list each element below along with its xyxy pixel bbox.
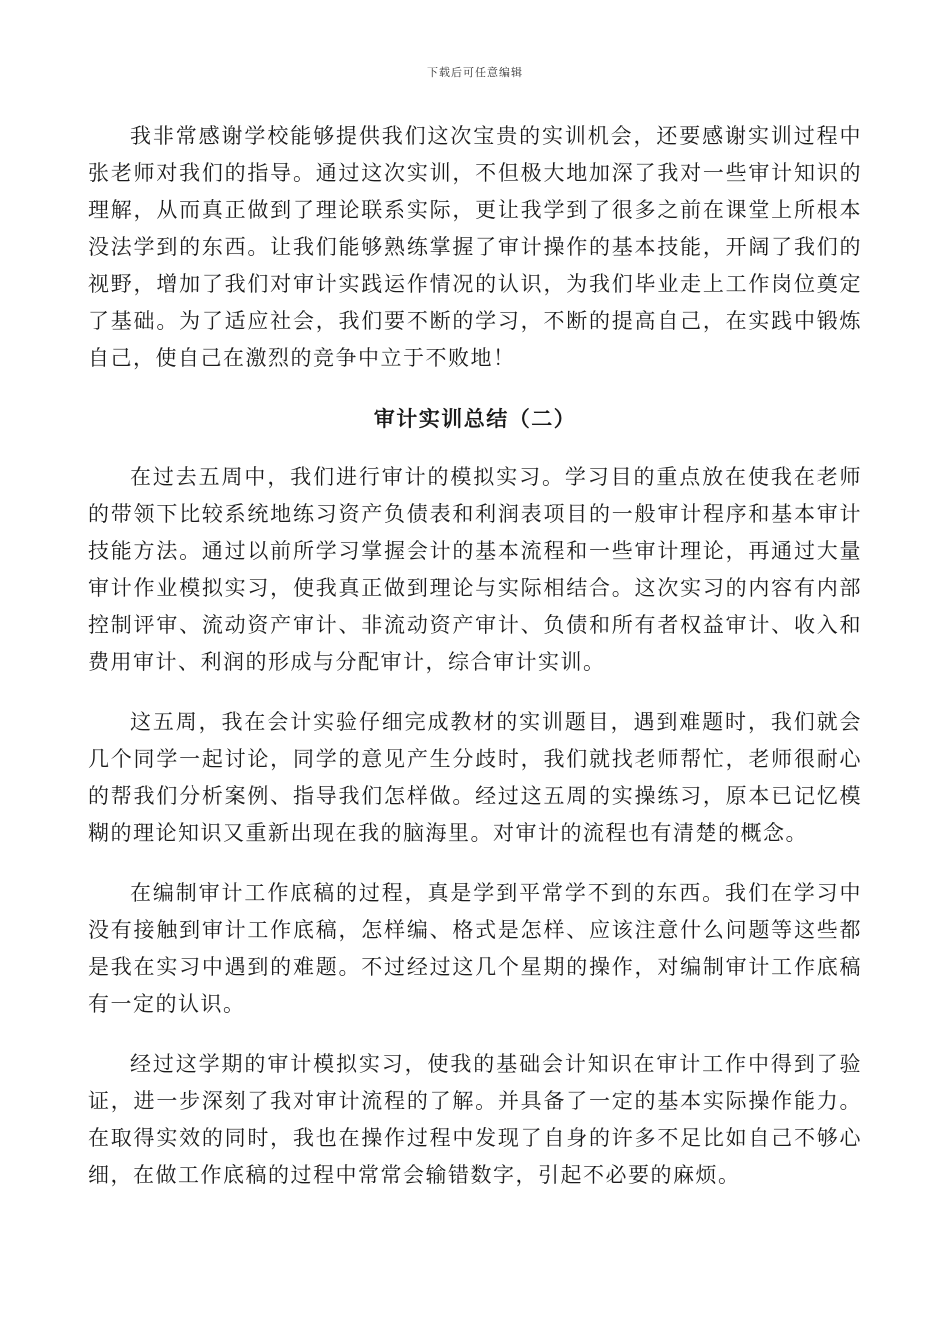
section-paragraph-4: 经过这学期的审计模拟实习，使我的基础会计知识在审计工作中得到了验证，进一步深刻了我对审计流程的了解。并具备了一定的基本实际操作能力。在取得实效的同时，我也在操作过程中发现了自身的许多不足比如自己不够心细，在做工作底稿的过程中常常会输错数字，引起不必要的麻烦。 bbox=[88, 1052, 862, 1187]
section-paragraph-2: 这五周，我在会计实验仔细完成教材的实训题目，遇到难题时，我们就会几个同学一起讨论，同学的意见产生分歧时，我们就找老师帮忙，老师很耐心的帮我们分析案例、指导我们怎样做。经过这五周的实操练习，原本已记忆模糊的理论知识又重新出现在我的脑海里。对审计的流程也有清楚的概念。 bbox=[88, 710, 862, 845]
section-paragraph-3: 在编制审计工作底稿的过程，真是学到平常学不到的东西。我们在学习中没有接触到审计工作底稿，怎样编、格式是怎样、应该注意什么问题等这些都是我在实习中遇到的难题。不过经过这几个星期的操作，对编制审计工作底稿有一定的认识。 bbox=[88, 881, 862, 1016]
intro-paragraph: 我非常感谢学校能够提供我们这次宝贵的实训机会，还要感谢实训过程中张老师对我们的指导。通过这次实训，不但极大地加深了我对一些审计知识的理解，从而真正做到了理论联系实际，更让我学到了很多之前在课堂上所根本没法学到的东西。让我们能够熟练掌握了审计操作的基本技能，开阔了我们的视野，增加了我们对审计实践运作情况的认识，为我们毕业走上工作岗位奠定了基础。为了适应社会，我们要不断的学习，不断的提高自己，在实践中锻炼自己，使自己在激烈的竞争中立于不败地！ bbox=[88, 124, 862, 370]
page-header: 下载后可任意编辑 bbox=[427, 66, 523, 79]
section-paragraph-1: 在过去五周中，我们进行审计的模拟实习。学习目的重点放在使我在老师的带领下比较系统地练习资产负债表和利润表项目的一般审计程序和基本审计技能方法。通过以前所学习掌握会计的基本流程和一些审计理论，再通过大量审计作业模拟实习，使我真正做到理论与实际相结合。这次实习的内容有内部控制评审、流动资产审计、非流动资产审计、负债和所有者权益审计、收入和费用审计、利润的形成与分配审计，综合审计实训。 bbox=[88, 465, 862, 674]
document-body bbox=[88, 118, 862, 1217]
section-title: 审计实训总结（二） bbox=[373, 406, 577, 431]
